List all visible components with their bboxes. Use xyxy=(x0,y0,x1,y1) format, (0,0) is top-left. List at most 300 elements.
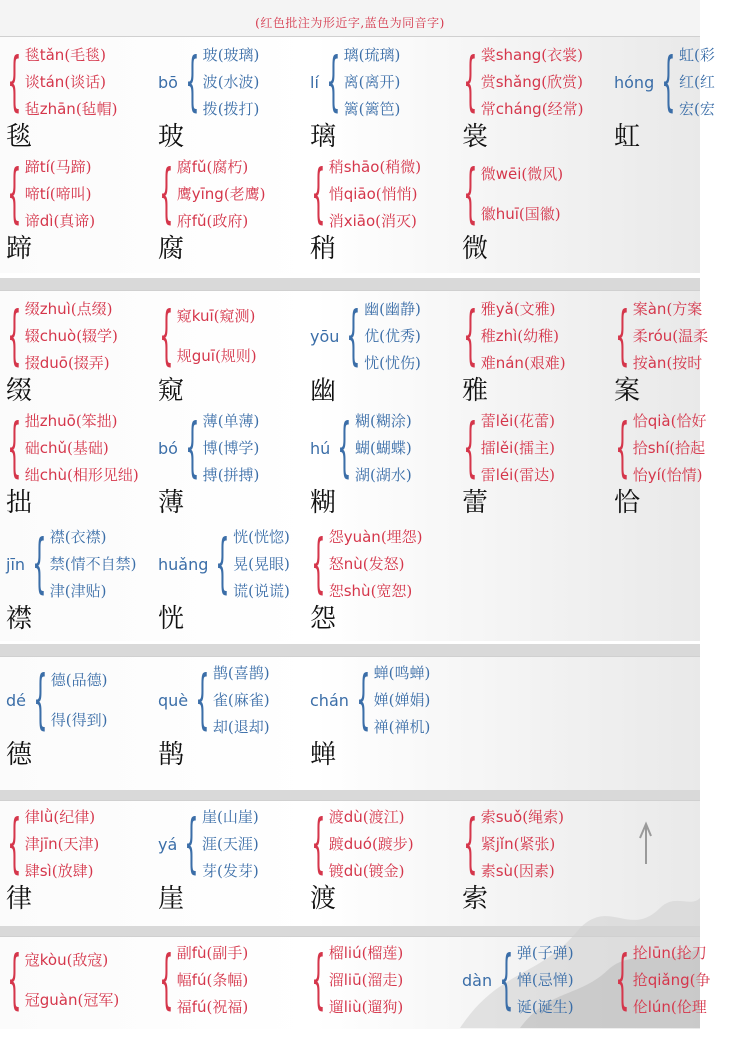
entry-word: (红 xyxy=(693,72,715,91)
entry-pinyin: xiāo xyxy=(343,211,376,230)
entry-char: 索 xyxy=(480,808,496,827)
entry-word: (篱笆) xyxy=(358,99,401,118)
entry-list xyxy=(25,408,139,488)
annotation-group xyxy=(304,940,444,1020)
entry-line xyxy=(481,861,564,881)
entry-word: (因素) xyxy=(513,861,555,880)
main-character: 幽 xyxy=(310,376,337,406)
char-cell xyxy=(152,296,292,406)
entry-word: (单薄) xyxy=(217,412,260,431)
entry-pinyin: shǎng xyxy=(495,72,542,91)
main-character: 渡 xyxy=(310,884,337,914)
entry-word: (天涯) xyxy=(217,834,259,853)
entry-char: 紧 xyxy=(480,834,496,853)
entry-line xyxy=(679,45,715,65)
annotation-group xyxy=(456,296,596,376)
entry-line xyxy=(25,438,139,458)
curly-brace: { xyxy=(311,943,326,1017)
entry-list xyxy=(177,940,249,1020)
entry-char: 掇 xyxy=(24,353,40,372)
curly-brace: { xyxy=(661,45,676,119)
entry-word: (腐朽) xyxy=(206,158,249,177)
entry-word: (天津) xyxy=(57,834,100,853)
entry-word: (纪律) xyxy=(53,808,96,827)
main-character: 蕾 xyxy=(462,488,489,518)
char-cell xyxy=(152,660,292,770)
entry-line xyxy=(374,690,431,710)
entry-word: (点缀) xyxy=(70,300,113,319)
entry-pinyin: léi xyxy=(495,465,514,484)
entry-word: (按时 xyxy=(666,353,703,372)
entry-word: (婵娟) xyxy=(388,690,431,709)
entry-char: 薄 xyxy=(202,412,218,431)
entry-word: (蝴蝶) xyxy=(370,438,412,457)
annotation-group xyxy=(0,804,140,884)
entry-word: (副手) xyxy=(206,944,249,963)
main-character: 恰 xyxy=(614,488,641,518)
entry-char: 福 xyxy=(176,997,192,1016)
entry-line xyxy=(481,45,584,65)
char-cell xyxy=(608,42,748,152)
char-cell xyxy=(0,408,140,518)
entry-word: (伦理 xyxy=(670,997,707,1016)
entry-char: 襟 xyxy=(49,528,65,547)
annotation-group xyxy=(152,154,292,234)
entry-line xyxy=(25,45,118,65)
entry-pinyin: fù xyxy=(191,944,207,963)
entry-line xyxy=(481,72,584,92)
entry-line xyxy=(481,204,563,224)
entry-char: 糊 xyxy=(355,412,371,431)
main-character: 玻 xyxy=(158,122,185,152)
entry-word: (忌惮) xyxy=(531,970,574,989)
entry-char: 抡 xyxy=(632,944,648,963)
annotation-group xyxy=(152,804,292,884)
entry-char: 溜 xyxy=(328,970,344,989)
entry-word: (欣赏) xyxy=(541,72,583,91)
entry-line xyxy=(25,411,139,431)
entry-word: (鸣蝉) xyxy=(388,664,431,683)
entry-list xyxy=(233,524,290,604)
curly-brace: { xyxy=(7,299,22,373)
entry-list xyxy=(481,154,563,234)
entry-line xyxy=(51,670,108,690)
entry-line xyxy=(202,861,259,881)
char-cell xyxy=(0,940,140,1050)
entry-char: 鹰 xyxy=(176,184,192,203)
annotation-group xyxy=(608,42,748,122)
entry-char: 难 xyxy=(480,353,496,372)
entry-char: 按 xyxy=(632,353,648,372)
entry-char: 鹊 xyxy=(212,664,228,683)
curly-brace: { xyxy=(463,411,478,485)
entry-pinyin: qià xyxy=(647,412,671,431)
entry-char: 冠 xyxy=(24,991,40,1009)
entry-char: 津 xyxy=(49,581,65,600)
entry-line xyxy=(177,306,257,326)
main-character: 璃 xyxy=(310,122,337,152)
curly-brace: { xyxy=(346,299,361,373)
entry-char: 芽 xyxy=(202,861,218,880)
entry-word: (基础) xyxy=(67,438,109,457)
shared-pinyin: huǎng xyxy=(158,554,209,574)
entry-char: 拙 xyxy=(24,412,40,431)
entry-word: (情不自禁) xyxy=(64,554,137,573)
curly-brace: { xyxy=(185,411,200,485)
entry-list xyxy=(633,940,711,1020)
entry-char: 离 xyxy=(343,72,359,91)
entry-line xyxy=(364,299,421,319)
section-divider xyxy=(0,644,700,656)
entry-word: (毛毯) xyxy=(64,46,107,65)
entry-list xyxy=(25,154,95,234)
entry-word: (抡刀 xyxy=(670,944,707,963)
entry-line xyxy=(51,710,108,730)
shared-pinyin: chán xyxy=(310,690,349,710)
entry-char: 雀 xyxy=(212,690,228,709)
curly-brace: { xyxy=(615,943,630,1017)
entry-word: (真谛) xyxy=(53,211,96,230)
entry-char: 毡 xyxy=(24,99,40,118)
entry-pinyin: tán xyxy=(39,72,65,91)
main-character: 索 xyxy=(462,884,489,914)
entry-pinyin: nán xyxy=(495,353,524,372)
shared-pinyin: hóng xyxy=(614,72,655,92)
entry-line xyxy=(50,581,137,601)
char-cell xyxy=(456,804,596,914)
entry-line xyxy=(481,99,584,119)
entry-word: (发怒) xyxy=(362,554,405,573)
main-character: 崖 xyxy=(158,884,185,914)
entry-line xyxy=(25,184,95,204)
annotation-group xyxy=(304,408,444,488)
entry-char: 幽 xyxy=(364,300,380,319)
entry-list xyxy=(481,804,564,884)
curly-brace: { xyxy=(311,807,326,881)
curly-brace: { xyxy=(326,45,341,119)
entry-char: 晃 xyxy=(233,554,249,573)
entry-word: (温柔 xyxy=(672,326,709,345)
entry-char: 婵 xyxy=(373,690,389,709)
entry-line xyxy=(364,326,421,346)
entry-char: 拨 xyxy=(202,99,218,118)
entry-pinyin: guī xyxy=(191,347,215,365)
annotation-group xyxy=(0,524,140,604)
entry-line xyxy=(233,527,290,547)
entry-word: (毡帽) xyxy=(75,99,118,118)
main-character: 缀 xyxy=(6,376,33,406)
entry-word: (宽恕) xyxy=(370,581,413,600)
entry-word: (恍惚) xyxy=(248,528,290,547)
entry-char: 窥 xyxy=(176,307,192,325)
entry-line xyxy=(25,465,139,485)
entry-word: (紧张) xyxy=(513,834,556,853)
entry-pinyin: sì xyxy=(39,861,52,880)
annotation-group xyxy=(304,154,444,234)
entry-line xyxy=(329,997,404,1017)
entry-char: 蝉 xyxy=(373,664,389,683)
entry-pinyin: àn xyxy=(647,300,667,319)
entry-char: 却 xyxy=(212,717,228,736)
entry-line xyxy=(481,807,564,827)
entry-char: 津 xyxy=(24,834,40,853)
entry-line xyxy=(329,554,423,574)
entry-line xyxy=(203,438,260,458)
entry-line xyxy=(633,943,711,963)
char-cell xyxy=(304,804,444,914)
entry-word: (花蕾) xyxy=(513,412,556,431)
entry-char: 赏 xyxy=(480,72,496,91)
entry-pinyin: guàn xyxy=(39,991,78,1009)
entry-pinyin: lěi xyxy=(495,438,514,457)
entry-word: (悄悄) xyxy=(375,184,418,203)
entry-word: (溜走) xyxy=(361,970,404,989)
entry-char: 谈 xyxy=(24,72,40,91)
entry-list xyxy=(329,940,404,1020)
entry-pinyin: fǔ xyxy=(191,211,207,230)
entry-word: (啼叫) xyxy=(49,184,92,203)
main-character: 鹊 xyxy=(158,740,185,770)
char-cell xyxy=(152,524,292,634)
entry-list xyxy=(25,42,118,122)
entry-line xyxy=(344,99,401,119)
char-cell xyxy=(304,524,444,634)
entry-pinyin: tí xyxy=(39,184,50,203)
entry-char: 副 xyxy=(176,944,192,963)
entry-pinyin: chuò xyxy=(39,326,77,345)
entry-word: (踱步) xyxy=(371,834,414,853)
entry-pinyin: liū xyxy=(343,970,362,989)
entry-char: 蕾 xyxy=(480,412,496,431)
entry-pinyin: duó xyxy=(343,834,372,853)
entry-word: (镀金) xyxy=(362,861,405,880)
char-cell xyxy=(608,408,748,518)
entry-char: 德 xyxy=(50,671,66,689)
main-character: 雅 xyxy=(462,376,489,406)
char-cell xyxy=(304,154,444,264)
entry-line xyxy=(679,72,715,92)
entry-char: 肆 xyxy=(24,861,40,880)
main-character: 蹄 xyxy=(6,234,33,264)
entry-pinyin: sù xyxy=(495,861,514,880)
entry-word: (忧伤) xyxy=(379,353,421,372)
annotation-group xyxy=(304,296,444,376)
entry-char: 惮 xyxy=(516,970,532,989)
entry-line xyxy=(481,299,566,319)
entry-word: (政府) xyxy=(206,211,249,230)
entry-char: 涯 xyxy=(202,834,218,853)
annotation-group xyxy=(608,296,748,376)
char-cell xyxy=(304,296,444,406)
entry-char: 腐 xyxy=(176,158,192,177)
entry-line xyxy=(203,99,260,119)
entry-line xyxy=(329,943,404,963)
annotation-group xyxy=(152,408,292,488)
entry-word: (争 xyxy=(689,970,711,989)
entry-word: (博学) xyxy=(217,438,260,457)
entry-line xyxy=(25,211,95,231)
entry-word: (窥测) xyxy=(213,307,256,325)
entry-char: 府 xyxy=(176,211,192,230)
annotation-group xyxy=(304,660,444,740)
entry-word: (拨打) xyxy=(217,99,260,118)
entry-word: (衣裳) xyxy=(541,46,583,65)
entry-pinyin: lún xyxy=(647,997,671,1016)
entry-line xyxy=(329,834,414,854)
entry-line xyxy=(25,807,100,827)
entry-char: 寇 xyxy=(24,951,40,969)
entry-line xyxy=(177,970,249,990)
entry-line xyxy=(203,411,260,431)
annotation-group xyxy=(456,804,596,884)
entry-word: (发芽) xyxy=(217,861,259,880)
entry-pinyin: dì xyxy=(39,211,54,230)
main-character: 毯 xyxy=(6,122,33,152)
char-cell xyxy=(304,660,444,770)
entry-word: (子弹) xyxy=(531,944,574,963)
entry-char: 裳 xyxy=(480,46,496,65)
entry-word: (优秀) xyxy=(379,326,421,345)
entry-pinyin: suǒ xyxy=(495,808,523,827)
entry-char: 素 xyxy=(480,861,496,880)
entry-word: (水波) xyxy=(217,72,260,91)
entry-char: 律 xyxy=(24,808,40,827)
char-cell xyxy=(152,154,292,264)
entry-list xyxy=(344,42,401,122)
curly-brace: { xyxy=(463,157,478,231)
entry-char: 宏 xyxy=(678,99,694,118)
curly-brace: { xyxy=(356,663,371,737)
main-character: 虹 xyxy=(614,122,641,152)
entry-word: (雷达) xyxy=(513,465,556,484)
entry-char: 虹 xyxy=(678,46,694,65)
char-cell xyxy=(456,42,596,152)
annotation-group xyxy=(152,42,292,122)
entry-word: (拼搏) xyxy=(217,465,260,484)
entry-word: (艰难) xyxy=(523,353,566,372)
entry-line xyxy=(355,411,412,431)
entry-char: 博 xyxy=(202,438,218,457)
entry-word: (衣襟) xyxy=(64,528,107,547)
entry-char: 雷 xyxy=(480,465,496,484)
shared-pinyin: dé xyxy=(6,690,26,710)
entry-line xyxy=(633,326,708,346)
entry-pinyin: tí xyxy=(39,158,50,177)
entry-char: 怨 xyxy=(328,528,344,547)
entry-word: (品德) xyxy=(65,671,108,689)
entry-pinyin: yí xyxy=(647,465,661,484)
entry-word: (麻雀) xyxy=(227,690,270,709)
entry-line xyxy=(177,943,249,963)
shared-pinyin: jīn xyxy=(6,554,26,574)
entry-line xyxy=(344,45,401,65)
entry-pinyin: kòu xyxy=(39,951,67,969)
entry-char: 毯 xyxy=(24,46,40,65)
main-character: 稍 xyxy=(310,234,337,264)
entry-pinyin: chù xyxy=(39,465,67,484)
char-cell xyxy=(304,940,444,1050)
entry-word: (相形见绌) xyxy=(67,465,139,484)
entry-line xyxy=(177,346,257,366)
char-cell xyxy=(304,42,444,152)
entry-word: (冠军) xyxy=(77,991,120,1009)
entry-char: 稚 xyxy=(480,326,496,345)
entry-word: (津贴) xyxy=(64,581,107,600)
entry-line xyxy=(203,465,260,485)
shared-pinyin: lí xyxy=(310,72,319,92)
entry-list xyxy=(213,660,270,740)
entry-line xyxy=(25,990,119,1010)
entry-line xyxy=(355,438,412,458)
entry-char: 诞 xyxy=(516,997,532,1016)
main-character: 律 xyxy=(6,884,33,914)
entry-pinyin: nù xyxy=(343,554,363,573)
entry-char: 案 xyxy=(632,300,648,319)
entry-list xyxy=(355,408,412,488)
entry-char: 忧 xyxy=(364,353,380,372)
entry-line xyxy=(329,807,414,827)
main-character: 德 xyxy=(6,740,33,770)
main-character: 拙 xyxy=(6,488,33,518)
entry-line xyxy=(177,184,266,204)
annotation-group xyxy=(152,940,292,1020)
entry-char: 徽 xyxy=(480,205,496,223)
curly-brace: { xyxy=(195,663,210,737)
entry-word: (彩 xyxy=(693,46,715,65)
entry-char: 柔 xyxy=(632,326,648,345)
entry-pinyin: qiāo xyxy=(343,184,376,203)
curly-brace: { xyxy=(32,527,47,601)
entry-line xyxy=(374,663,431,683)
curly-brace: { xyxy=(184,807,199,881)
entry-char: 辍 xyxy=(24,326,40,345)
entry-word: (老鹰) xyxy=(223,184,266,203)
entry-word: (晃眼) xyxy=(248,554,290,573)
entry-char: 础 xyxy=(24,438,40,457)
curly-brace: { xyxy=(215,527,230,601)
entry-char: 弹 xyxy=(516,944,532,963)
entry-word: (掇弄) xyxy=(67,353,110,372)
curly-brace: { xyxy=(159,299,174,373)
entry-line xyxy=(481,834,564,854)
entry-list xyxy=(177,296,257,376)
main-character: 裳 xyxy=(462,122,489,152)
entry-line xyxy=(481,164,563,184)
entry-list xyxy=(481,42,584,122)
entry-line xyxy=(633,353,708,373)
entry-pinyin: cháng xyxy=(495,99,542,118)
entry-word: (糊涂) xyxy=(370,412,412,431)
entry-char: 谛 xyxy=(24,211,40,230)
entry-line xyxy=(329,861,414,881)
char-cell xyxy=(0,660,140,770)
entry-word: (国徽) xyxy=(518,205,561,223)
entry-pinyin: zhuō xyxy=(39,412,76,431)
main-character: 腐 xyxy=(158,234,185,264)
entry-pinyin: jīn xyxy=(39,834,58,853)
char-cell xyxy=(456,296,596,406)
entry-word: (拾起 xyxy=(669,438,706,457)
entry-word: (敌寇) xyxy=(66,951,109,969)
main-character: 怨 xyxy=(310,604,337,634)
entry-line xyxy=(633,465,707,485)
entry-word: (笨拙) xyxy=(75,412,118,431)
entry-char: 崖 xyxy=(202,808,218,827)
entry-char: 榴 xyxy=(328,944,344,963)
entry-line xyxy=(679,99,715,119)
entry-pinyin: shāo xyxy=(343,158,380,177)
entry-pinyin: dù xyxy=(343,808,363,827)
